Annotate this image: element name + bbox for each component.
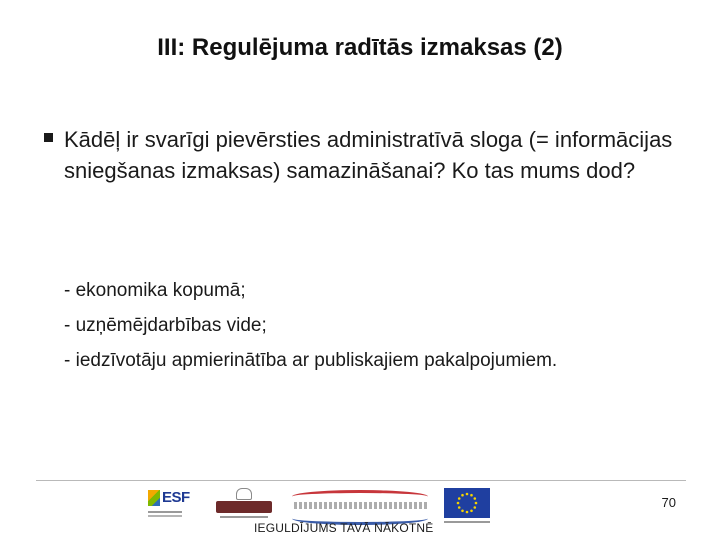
coat-of-arms-logo-icon — [206, 486, 284, 526]
integration-fund-logo-icon — [290, 488, 432, 524]
eu-stars-icon — [444, 488, 490, 518]
slide-title: III: Regulējuma radītās izmaksas (2) — [157, 34, 563, 61]
main-bullet-text: Kādēļ ir svarīgi pievērsties administratīvā sloga (= informācijas sniegšanas izmaksas) samazināšanai? Ko tas mums dod? — [64, 127, 673, 183]
esf-logo-icon — [134, 486, 196, 526]
list-item: - iedzīvotāju apmierinātība ar publiskajiem pakalpojumiem. — [64, 350, 558, 371]
esf-small-print-icon — [148, 511, 182, 513]
eu-flag-logo-icon — [444, 488, 490, 520]
footer-divider — [36, 480, 686, 481]
page-number: 70 — [661, 495, 676, 510]
list-item: - ekonomika kopumā; — [64, 280, 246, 301]
seal-caption-icon — [220, 516, 268, 518]
footer-tagline: IEGULDĪJUMS TAVĀ NĀKOTNĒ — [254, 521, 434, 535]
main-bullet — [44, 124, 684, 186]
sub-list — [64, 273, 704, 378]
esf-label: ESF — [162, 489, 190, 506]
crown-icon — [236, 488, 252, 500]
footer-logos — [134, 486, 500, 526]
esf-mark-icon — [148, 490, 160, 506]
logo-lettering-band-icon — [294, 502, 428, 509]
eu-caption-icon — [444, 521, 490, 523]
list-item: - uzņēmējdarbības vide; — [64, 315, 267, 336]
seal-band-icon — [216, 501, 272, 513]
square-bullet-icon — [44, 133, 53, 142]
